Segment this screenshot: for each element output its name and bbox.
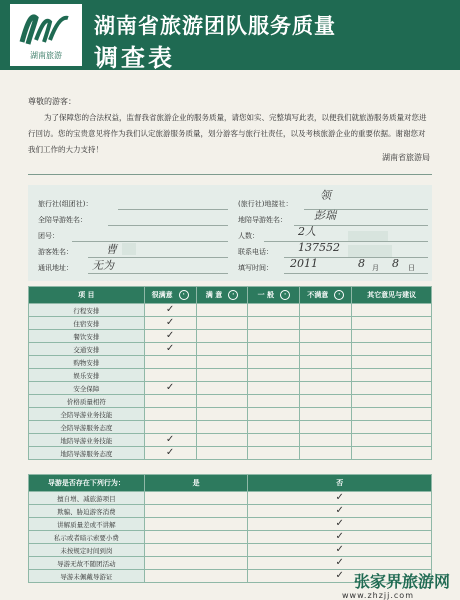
yes-cell[interactable] [144,518,248,531]
comment-cell[interactable] [352,395,432,408]
checkmark-icon: ✓ [335,505,344,516]
col-behavior: 导游是否存在下列行为： [29,475,145,492]
col-satisfied: 满 意 · [196,287,248,304]
checkmark-icon: ✓ [335,544,344,555]
comment-cell[interactable] [352,317,432,330]
field-headcount [238,231,259,241]
rating-cell[interactable] [144,343,196,356]
field-address [38,263,73,273]
circle-icon: · [334,290,344,300]
no-cell[interactable] [248,505,432,518]
field-tourist-name [38,247,73,257]
row-label: 地陪导游业务技能 [29,434,145,447]
row-label: 导游未佩戴导游证 [29,570,145,583]
rating-cell[interactable] [144,369,196,382]
row-label: 价格质量相符 [29,395,145,408]
checkmark-icon: ✓ [335,557,344,568]
rating-cell[interactable] [196,369,248,382]
rating-cell[interactable] [300,369,352,382]
row-label: 擅自增、减旅游项目 [29,492,145,505]
rating-cell[interactable] [196,343,248,356]
col-no: 否 [248,475,432,492]
field-national-guide [38,215,87,225]
checkmark-icon: ✓ [165,317,175,328]
row-label: 交通安排 [29,343,145,356]
rating-cell[interactable] [300,434,352,447]
table-row [29,395,432,408]
checkmark-icon: ✓ [165,382,175,393]
rating-cell[interactable] [248,382,300,395]
rating-cell[interactable] [300,382,352,395]
field-date [238,263,273,273]
field-line [284,273,428,274]
field-phone [238,247,273,257]
comment-cell[interactable] [352,369,432,382]
rating-cell[interactable] [144,408,196,421]
field-label: 旅行社(组团社)： [38,200,93,208]
table-row [29,557,432,570]
row-label: 餐饮安排 [29,330,145,343]
no-cell[interactable] [248,557,432,570]
yes-cell[interactable] [144,544,248,557]
row-label: 住宿安排 [29,317,145,330]
field-label: 团号： [38,232,59,240]
table-row [29,421,432,434]
checkmark-icon: ✓ [165,447,175,458]
local-guide-value: 彭瑞 [314,209,336,222]
satisfaction-table [28,286,432,460]
field-label: 人数： [238,232,259,240]
table-row [29,304,432,317]
rating-cell[interactable] [144,356,196,369]
rating-cell[interactable] [248,408,300,421]
col-comments: 其它意见与建议 [352,287,432,304]
comment-cell[interactable] [352,304,432,317]
yes-cell[interactable] [144,557,248,570]
field-organizer [38,199,92,209]
row-label: 娱乐安排 [29,369,145,382]
field-line [108,225,228,226]
redaction [348,245,392,257]
address-value: 无为 [92,259,114,272]
table-row [29,317,432,330]
field-label: (旅行社)地接社： [238,200,293,208]
table-row [29,356,432,369]
tourism-logo [10,4,82,66]
logo-brush-icon [18,10,74,48]
field-line [264,241,428,242]
no-cell[interactable] [248,544,432,557]
col-yes: 是 [144,475,248,492]
col-average: 一 般 · [248,287,300,304]
row-label: 全陪导游业务技能 [29,408,145,421]
field-local-guide [238,215,287,225]
title-line-2: 调查表 [94,44,175,72]
checkmark-icon: ✓ [165,434,175,445]
rating-cell[interactable] [300,447,352,460]
comment-cell[interactable] [352,343,432,356]
rating-cell[interactable] [248,447,300,460]
checkmark-icon: ✓ [335,570,344,581]
rating-cell[interactable] [248,317,300,330]
rating-cell[interactable] [248,395,300,408]
comment-cell[interactable] [352,382,432,395]
tourist-name-value: 曹 [106,243,117,256]
table-row [29,447,432,460]
rating-cell[interactable] [196,434,248,447]
rating-cell[interactable] [300,304,352,317]
month-unit: 月 [372,264,379,272]
comment-cell[interactable] [352,421,432,434]
yes-cell[interactable] [144,492,248,505]
rating-cell[interactable] [300,343,352,356]
col-item: 项 目 [29,287,145,304]
row-label: 未按规定时间到岗 [29,544,145,557]
rating-cell[interactable] [248,369,300,382]
table-row [29,531,432,544]
rating-cell[interactable] [144,382,196,395]
rating-cell[interactable] [300,421,352,434]
col-unsatisfied: 不满意 · [300,287,352,304]
info-panel [28,185,432,281]
field-label: 游客姓名： [38,248,73,256]
yes-cell[interactable] [144,531,248,544]
rating-cell[interactable] [196,447,248,460]
rating-cell[interactable] [300,356,352,369]
date-month-value: 8 [358,257,365,270]
watermark-url: www.zhzjj.com [342,591,414,600]
table-row [29,330,432,343]
greeting: 尊敬的游客： [28,97,76,106]
rating-cell[interactable] [144,434,196,447]
rating-cell[interactable] [300,408,352,421]
comment-cell[interactable] [352,330,432,343]
rating-cell[interactable] [248,343,300,356]
table-row [29,369,432,382]
checkmark-icon: ✓ [165,304,175,315]
header-banner [0,0,460,70]
row-label: 私示或者暗示索要小费 [29,531,145,544]
field-group-number [38,231,59,241]
rating-cell[interactable] [196,304,248,317]
row-label: 导游无故不随团活动 [29,557,145,570]
field-label: 地陪导游姓名： [238,216,287,224]
no-cell[interactable] [248,492,432,505]
table-row [29,505,432,518]
logo-text: 湖南旅游 [30,51,62,60]
rating-cell[interactable] [248,330,300,343]
comment-cell[interactable] [352,408,432,421]
rating-cell[interactable] [196,408,248,421]
row-label: 全陪导游服务态度 [29,421,145,434]
checkmark-icon: ✓ [335,492,344,503]
table-row [29,408,432,421]
intro-paragraph: 为了保障您的合法权益，监督我省旅游企业的服务质量，请您如实、完整填写此表，以便我们就旅游服务质量对您进行回访。您的宝贵意见将作为我们认定旅游服务质量，划分游客与旅行社责任，以及考核旅游企业的重要依据。谢谢您对我们工作的大力支持！ [28,113,427,154]
redaction [348,231,388,241]
field-label: 全陪导游姓名： [38,216,87,224]
local-agency-value: 领 [320,189,331,202]
rating-cell[interactable] [248,434,300,447]
comment-cell[interactable] [352,434,432,447]
row-label: 行程安排 [29,304,145,317]
no-cell[interactable] [248,531,432,544]
table-row [29,544,432,557]
row-label: 地陪导游服务态度 [29,447,145,460]
table-row [29,518,432,531]
rating-cell[interactable] [248,421,300,434]
rating-cell[interactable] [144,447,196,460]
rating-cell[interactable] [248,356,300,369]
rating-cell[interactable] [196,317,248,330]
row-label: 欺骗、胁迫游客消费 [29,505,145,518]
no-cell[interactable] [248,518,432,531]
behavior-table [28,474,432,583]
rating-cell[interactable] [144,330,196,343]
table-row [29,492,432,505]
phone-value: 137552 [298,241,340,254]
row-label: 安全保障 [29,382,145,395]
circle-icon: · [280,290,290,300]
watermark-text: 张家界旅游网 [353,572,450,591]
rating-cell[interactable] [144,395,196,408]
rating-cell[interactable] [196,356,248,369]
date-day-value: 8 [392,257,399,270]
field-line [88,273,228,274]
title-line-1: 湖南省旅游团队服务质量 [94,14,336,38]
checkmark-icon: ✓ [335,531,344,542]
rating-cell[interactable] [196,382,248,395]
rating-cell[interactable] [196,395,248,408]
rating-cell[interactable] [196,421,248,434]
rating-cell[interactable] [300,395,352,408]
table-row [29,343,432,356]
rating-cell[interactable] [300,330,352,343]
day-unit: 日 [408,264,415,272]
col-very-satisfied: 很满意 · [144,287,196,304]
field-label: 联系电话： [238,248,273,256]
yes-cell[interactable] [144,570,248,583]
row-label: 讲解质量差或不讲解 [29,518,145,531]
redaction [122,243,136,255]
comment-cell[interactable] [352,447,432,460]
table-row [29,382,432,395]
row-label: 购物安排 [29,356,145,369]
headcount-value: 2人 [298,225,316,238]
checkmark-icon: ✓ [165,330,175,341]
rating-cell[interactable] [248,304,300,317]
rating-cell[interactable] [144,421,196,434]
field-line [72,241,228,242]
field-label: 填写时间： [238,264,273,272]
checkmark-icon: ✓ [165,343,175,354]
circle-icon: · [228,290,238,300]
rating-cell[interactable] [144,304,196,317]
rating-cell[interactable] [196,330,248,343]
signature: 湖南省旅游局 [382,153,430,162]
field-line [118,209,228,210]
date-year-value: 2011 [290,257,318,270]
comment-cell[interactable] [352,356,432,369]
field-label: 通讯地址： [38,264,73,272]
rating-cell[interactable] [300,317,352,330]
checkmark-icon: ✓ [335,518,344,529]
table-row [29,434,432,447]
divider [28,174,432,175]
circle-icon: · [179,290,189,300]
rating-cell[interactable] [144,317,196,330]
field-local-agency [238,199,292,209]
yes-cell[interactable] [144,505,248,518]
